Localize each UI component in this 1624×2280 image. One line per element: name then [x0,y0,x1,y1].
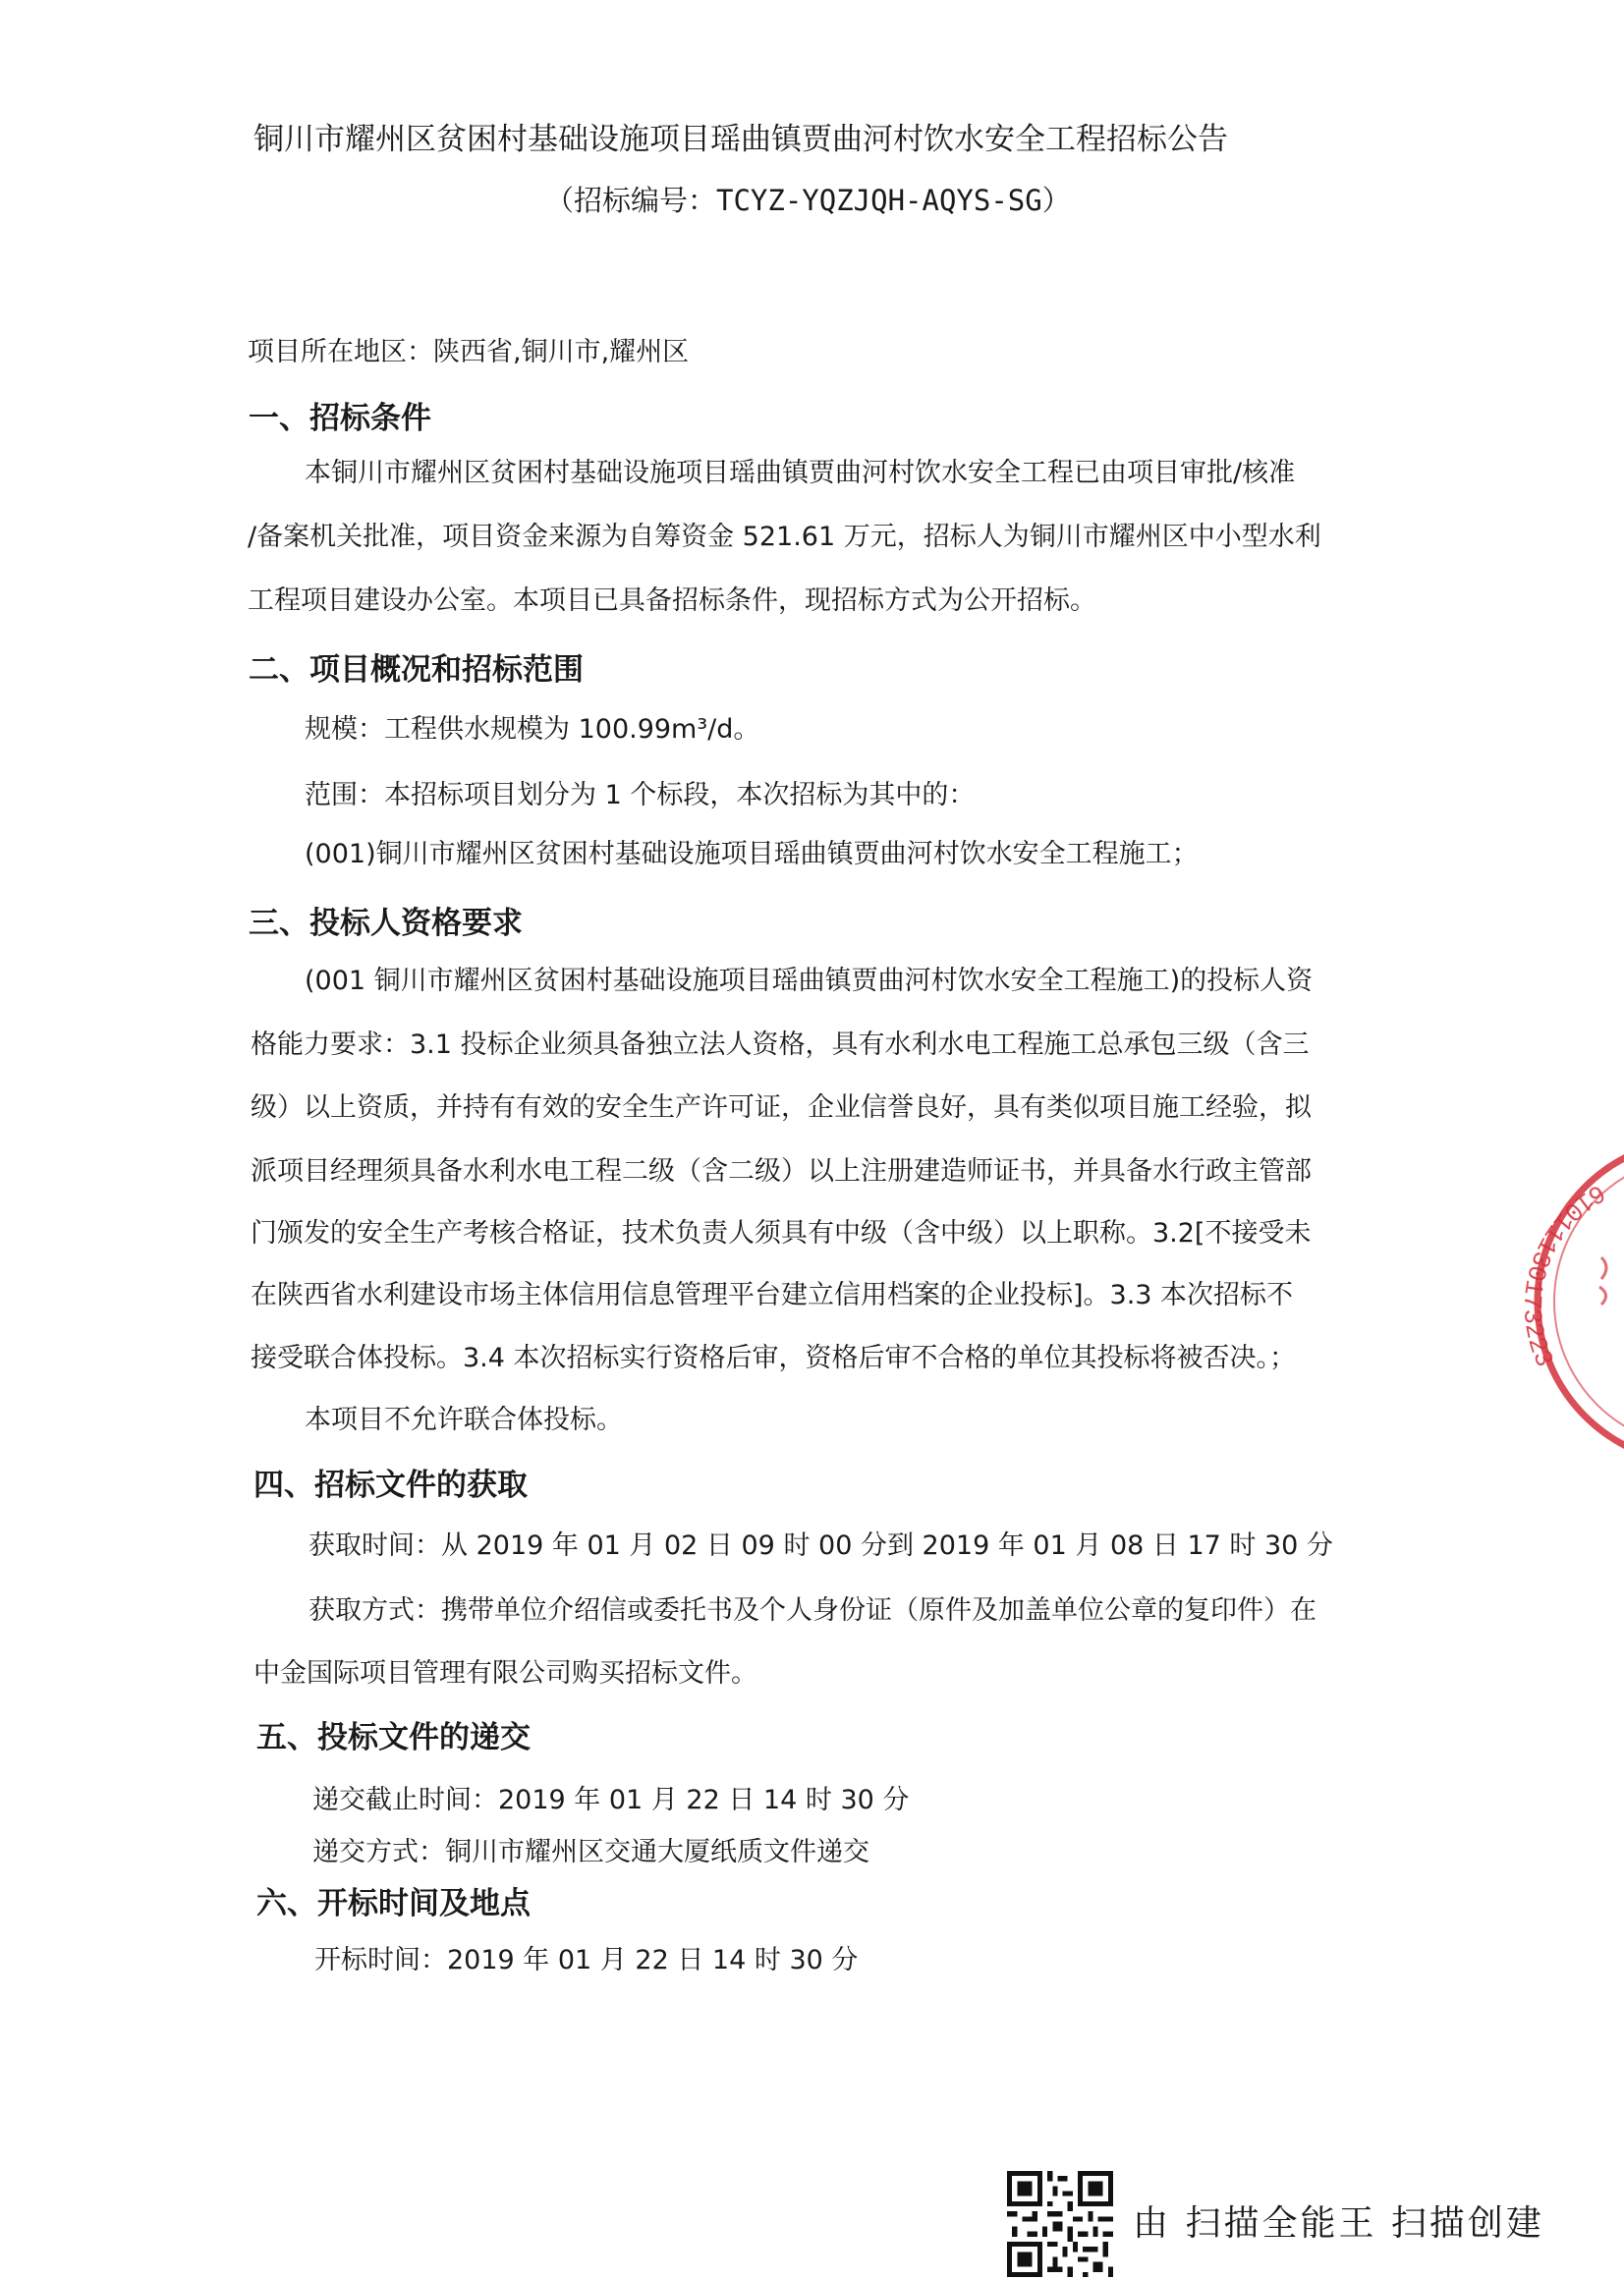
section-3-line: 派项目经理须具备水利水电工程二级（含二级）以上注册建造师证书，并具备水行政主管部 [251,1156,1312,1187]
section-3-line: (001 铜川市耀州区贫困村基础设施项目瑶曲镇贾曲河村饮水安全工程施工)的投标人资 [305,966,1314,996]
official-seal-stamp [1493,1140,1624,1464]
notice-subtitle: （招标编号：TCYZ-YQZJQH-AQYS-SG） [545,184,1071,217]
section-3-heading: 三、投标人资格要求 [249,906,523,941]
section-3-line: 本项目不允许联合体投标。 [305,1405,623,1435]
section-2-line: (001)铜川市耀州区贫困村基础设施项目瑶曲镇贾曲河村饮水安全工程施工； [305,839,1199,869]
section-5-heading: 五、投标文件的递交 [256,1720,531,1755]
section-3-line: 级）以上资质，并持有有效的安全生产许可证，企业信誉良好，具有类似项目施工经验，拟 [251,1092,1312,1123]
section-4-line: 中金国际项目管理有限公司购买招标文件。 [253,1658,757,1689]
section-1-heading: 一、招标条件 [249,401,431,436]
section-2-heading: 二、项目概况和招标范围 [249,652,584,688]
notice-title: 铜川市耀州区贫困村基础设施项目瑶曲镇贾曲河村饮水安全工程招标公告 [253,122,1228,157]
section-3-line: 在陕西省水利建设市场主体信用信息管理平台建立信用档案的企业投标]。3.3 本次招标不 [251,1280,1294,1310]
section-3-line: 接受联合体投标。3.4 本次招标实行资格后审，资格后审不合格的单位其投标将被否决。； [251,1343,1297,1373]
section-1-line: 本铜川市耀州区贫困村基础设施项目瑶曲镇贾曲河村饮水安全工程已由项目审批/核准 [305,458,1296,488]
section-4-heading: 四、招标文件的获取 [253,1468,528,1503]
section-4-line: 获取方式：携带单位介绍信或委托书及个人身份证（原件及加盖单位公章的复印件）在 [308,1595,1316,1626]
section-2-line: 范围：本招标项目划分为 1 个标段，本次招标为其中的： [305,780,976,810]
section-6-heading: 六、开标时间及地点 [256,1886,531,1921]
section-3-line: 格能力要求：3.1 投标企业须具备独立法人资格，具有水利水电工程施工总承包三级（含三 [251,1029,1310,1060]
section-4-line: 获取时间：从 2019 年 01 月 02 日 09 时 00 分到 2019 年 01 月 08 日 17 时 30 分 [308,1530,1333,1561]
section-2-line: 规模：工程供水规模为 100.99m³/d。 [305,714,760,745]
project-location: 项目所在地区：陕西省,铜川市,耀州区 [248,337,690,367]
svg-text:61011130173223: 61011130173223 [1516,1177,1610,1372]
section-5-line: 递交方式：铜川市耀州区交通大厦纸质文件递交 [312,1837,869,1867]
section-1-line: 工程项目建设办公室。本项目已具备招标条件，现招标方式为公开招标。 [248,585,1096,616]
section-1-line: /备案机关批准，项目资金来源为自筹资金 521.61 万元，招标人为铜川市耀州区中小型水利 [248,522,1321,552]
section-6-line: 开标时间：2019 年 01 月 22 日 14 时 30 分 [314,1945,859,1975]
scanner-watermark-text: 由 扫描全能王 扫描创建 [1133,2203,1544,2244]
section-5-line: 递交截止时间：2019 年 01 月 22 日 14 时 30 分 [312,1785,910,1815]
section-3-line: 门颁发的安全生产考核合格证，技术负责人须具有中级（含中级）以上职称。3.2[不接受未 [251,1218,1312,1249]
qr-code-icon [1007,2171,1113,2277]
